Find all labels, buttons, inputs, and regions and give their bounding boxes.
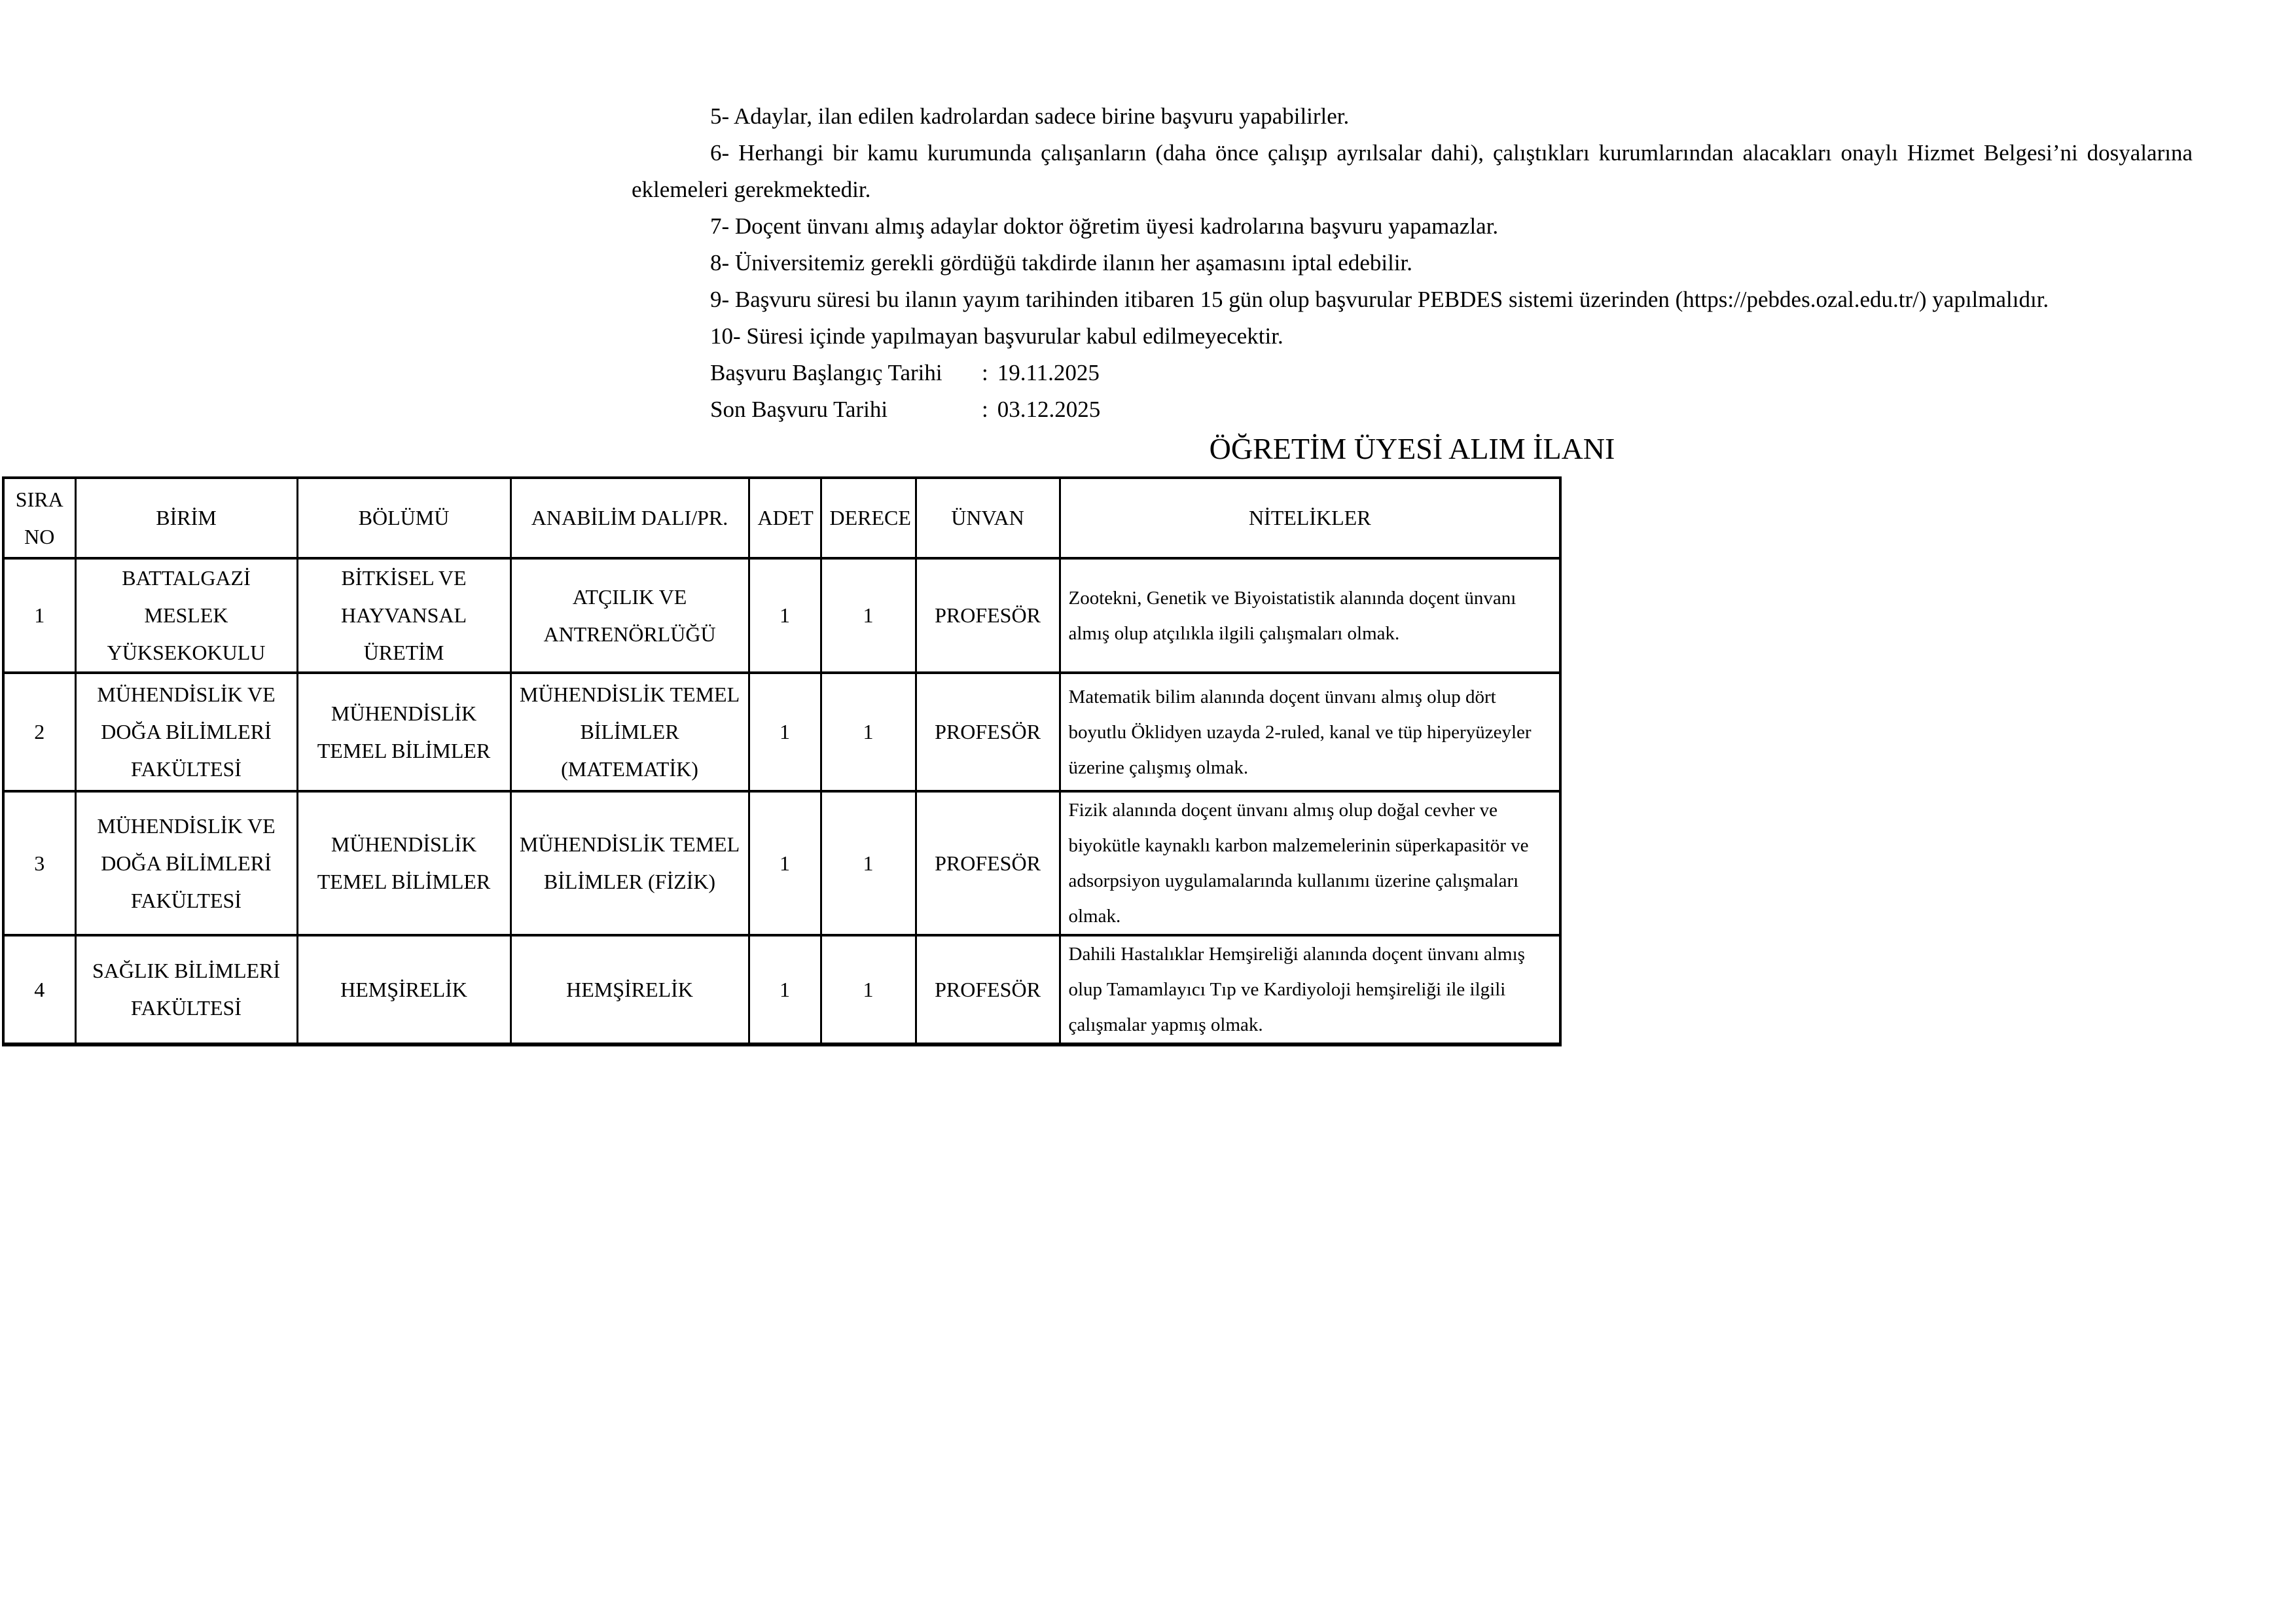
cell-nitelikler: Fizik alanında doçent ünvanı almış olup doğal cevher ve biyokütle kaynaklı karbon malzemelerinin süperkapasitör ve adsorpsiyon uygulamalarında kullanımı üzerine çalışmaları olmak. <box>1060 791 1560 935</box>
cell-anabilim-dali: HEMŞİRELİK <box>511 935 749 1044</box>
cell-bolumu: HEMŞİRELİK <box>297 935 511 1044</box>
cell-bolumu: MÜHENDİSLİK TEMEL BİLİMLER <box>297 673 511 791</box>
instruction-item-9: 9- Başvuru süresi bu ilanın yayım tarihinden itibaren 15 gün olup başvurular PEBDES sistemi üzerinden (https://pebdes.ozal.edu.tr/) yapılmalıdır. <box>710 287 2049 312</box>
instruction-item-8: 8- Üniversitemiz gerekli gördüğü takdirde ilanın her aşamasını iptal edebilir. <box>710 250 1413 276</box>
cell-sira-no: 3 <box>3 791 75 935</box>
cell-derece: 1 <box>821 791 916 935</box>
instruction-item-5: 5- Adaylar, ilan edilen kadrolardan sadece birine başvuru yapabilirler. <box>710 103 1350 129</box>
cell-sira-no: 4 <box>3 935 75 1044</box>
cell-derece: 1 <box>821 558 916 673</box>
cell-birim: SAĞLIK BİLİMLERİ FAKÜLTESİ <box>75 935 297 1044</box>
date-separator: : <box>982 360 988 385</box>
table-row <box>3 673 1560 791</box>
instruction-item-7: 7- Doçent ünvanı almış adaylar doktor öğretim üyesi kadrolarına başvuru yapamazlar. <box>710 213 1499 239</box>
application-end-date-row <box>710 391 2193 428</box>
cell-anabilim-dali: MÜHENDİSLİK TEMEL BİLİMLER (MATEMATİK) <box>511 673 749 791</box>
table-row <box>3 935 1560 1044</box>
cell-unvan: PROFESÖR <box>916 558 1060 673</box>
cell-derece: 1 <box>821 935 916 1044</box>
cell-adet: 1 <box>749 935 821 1044</box>
announcement-table-title: ÖĞRETİM ÜYESİ ALIM İLANI <box>1209 432 1615 465</box>
cell-sira-no: 1 <box>3 558 75 673</box>
cell-unvan: PROFESÖR <box>916 791 1060 935</box>
header-cell-nitelikler: NİTELİKLER <box>1060 478 1560 558</box>
cell-adet: 1 <box>749 791 821 935</box>
cell-bolumu: BİTKİSEL VE HAYVANSAL ÜRETİM <box>297 558 511 673</box>
cell-unvan: PROFESÖR <box>916 935 1060 1044</box>
header-cell-anabilim-dali: ANABİLİM DALI/PR. <box>511 478 749 558</box>
job-posting-table <box>2 476 1562 1046</box>
header-cell-bolumu: BÖLÜMÜ <box>297 478 511 558</box>
cell-birim: BATTALGAZİ MESLEK YÜKSEKOKULU <box>75 558 297 673</box>
cell-birim: MÜHENDİSLİK VE DOĞA BİLİMLERİ FAKÜLTESİ <box>75 791 297 935</box>
cell-adet: 1 <box>749 558 821 673</box>
header-cell-derece: DERECE <box>821 478 916 558</box>
cell-nitelikler: Matematik bilim alanında doçent ünvanı almış olup dört boyutlu Öklidyen uzayda 2-ruled, kanal ve tüp hiperyüzeyler üzerine çalışmış olmak. <box>1060 673 1560 791</box>
cell-adet: 1 <box>749 673 821 791</box>
application-start-date-label: Başvuru Başlangıç Tarihi <box>710 360 942 385</box>
cell-derece: 1 <box>821 673 916 791</box>
header-cell-birim: BİRİM <box>75 478 297 558</box>
application-end-date-label: Son Başvuru Tarihi <box>710 397 888 422</box>
cell-bolumu: MÜHENDİSLİK TEMEL BİLİMLER <box>297 791 511 935</box>
cell-unvan: PROFESÖR <box>916 673 1060 791</box>
instruction-item-6: 6- Herhangi bir kamu kurumunda çalışanların (daha önce çalışıp ayrılsalar dahi), çalıştıkları kurumlarından alacakları onaylı Hizmet Belgesi’ni dosyalarına eklemeleri gerekmektedir. <box>632 140 2193 202</box>
instruction-item-10: 10- Süresi içinde yapılmayan başvurular kabul edilmeyecektir. <box>710 323 1283 349</box>
cell-anabilim-dali: MÜHENDİSLİK TEMEL BİLİMLER (FİZİK) <box>511 791 749 935</box>
table-row <box>3 791 1560 935</box>
application-end-date-value: 03.12.2025 <box>997 397 1101 422</box>
header-cell-unvan: ÜNVAN <box>916 478 1060 558</box>
table-row <box>3 558 1560 673</box>
application-start-date-row <box>710 355 2193 391</box>
announcement-text-block <box>632 0 2193 469</box>
cell-sira-no: 2 <box>3 673 75 791</box>
application-start-date-value: 19.11.2025 <box>997 360 1100 385</box>
cell-nitelikler: Dahili Hastalıklar Hemşireliği alanında doçent ünvanı almış olup Tamamlayıcı Tıp ve Kardiyoloji hemşireliği ile ilgili çalışmalar yapmış olmak. <box>1060 935 1560 1044</box>
cell-nitelikler: Zootekni, Genetik ve Biyoistatistik alanında doçent ünvanı almış olup atçılıkla ilgili çalışmaları olmak. <box>1060 558 1560 673</box>
table-header-row <box>3 478 1560 558</box>
header-cell-sira-no: SIRA NO <box>3 478 75 558</box>
cell-birim: MÜHENDİSLİK VE DOĞA BİLİMLERİ FAKÜLTESİ <box>75 673 297 791</box>
date-separator: : <box>982 397 988 422</box>
header-cell-adet: ADET <box>749 478 821 558</box>
cell-anabilim-dali: ATÇILIK VE ANTRENÖRLÜĞÜ <box>511 558 749 673</box>
